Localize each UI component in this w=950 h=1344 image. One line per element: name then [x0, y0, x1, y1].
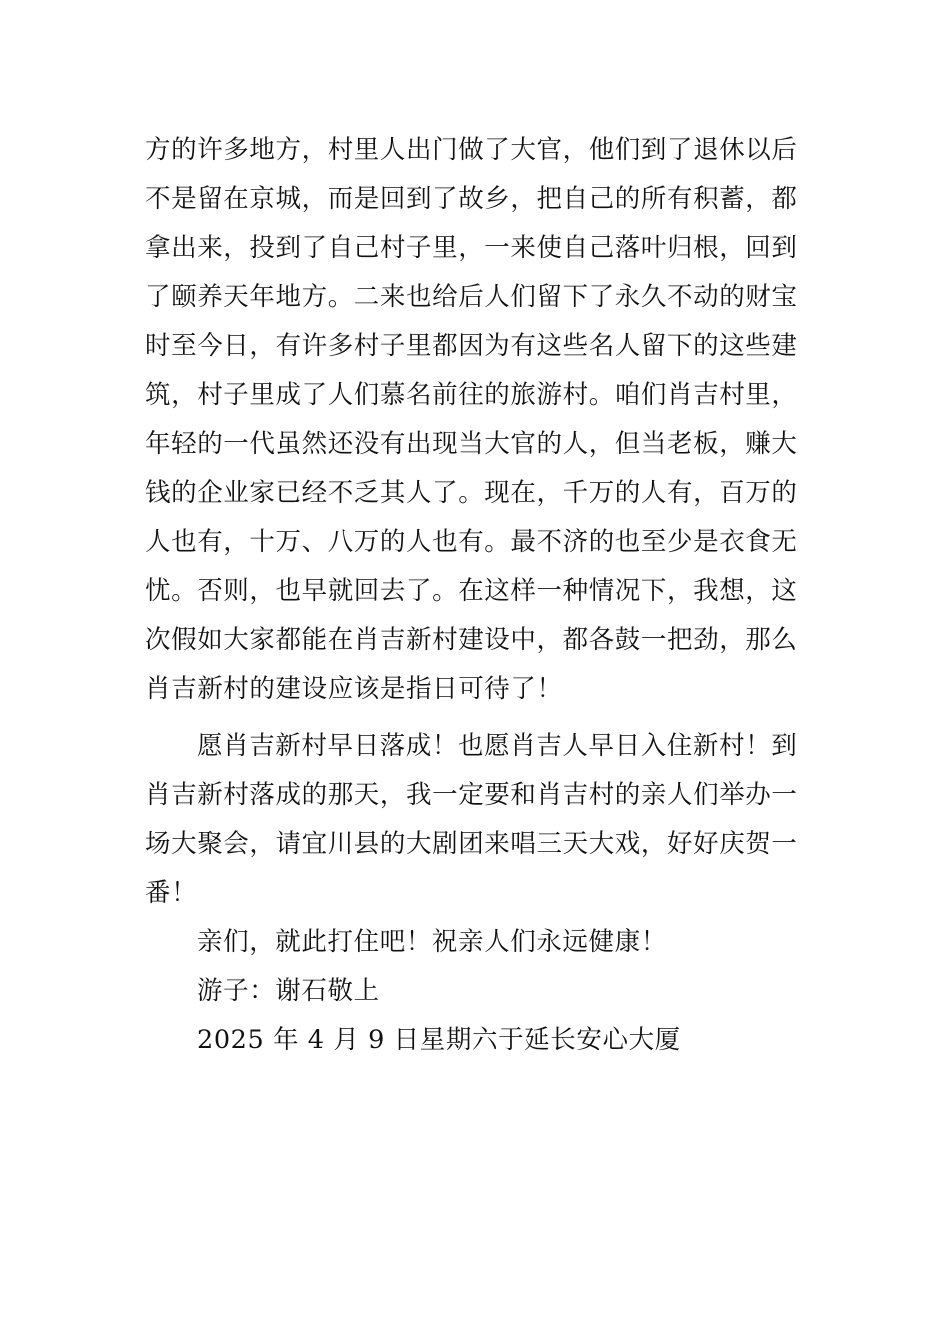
text-line: 钱的企业家已经不乏其人了。现在，千万的人有，百万的 — [145, 478, 798, 508]
text-line: 场大聚会，请宜川县的大剧团来唱三天大戏，好好庆贺一 — [145, 829, 798, 859]
text-line: 了颐养天年地方。二来也给后人们留下了永久不动的财宝 — [145, 282, 798, 312]
date-line: 2025 年 4 月 9 日星期六于延长安心大厦 — [197, 1025, 681, 1055]
text-line: 筑，村子里成了人们慕名前往的旅游村。咱们肖吉村里， — [145, 380, 798, 410]
text-line: 次假如大家都能在肖吉新村建设中，都各鼓一把劲，那么 — [145, 625, 798, 655]
closing-line: 亲们，就此打住吧！祝亲人们永远健康！ — [197, 927, 667, 957]
text-line: 肖吉新村落成的那天，我一定要和肖吉村的亲人们举办一 — [145, 780, 798, 810]
text-line: 拿出来，投到了自己村子里，一来使自己落叶归根，回到 — [145, 233, 798, 263]
text-line: 忧。否则，也早就回去了。在这样一种情况下，我想，这 — [145, 576, 798, 606]
text-line: 时至今日，有许多村子里都因为有这些名人留下的这些建 — [145, 331, 798, 361]
text-line: 肖吉新村的建设应该是指日可待了！ — [145, 674, 563, 704]
text-line: 人也有，十万、八万的人也有。最不济的也至少是衣食无 — [145, 527, 798, 557]
text-line: 番！ — [145, 878, 198, 908]
text-line: 愿肖吉新村早日落成！也愿肖吉人早日入住新村！到 — [197, 731, 798, 761]
text-line: 不是留在京城，而是回到了故乡，把自己的所有积蓄，都 — [145, 184, 798, 214]
text-line: 方的许多地方，村里人出门做了大官，他们到了退休以后 — [145, 135, 798, 165]
signature-line: 游子：谢石敬上 — [197, 976, 380, 1006]
text-line: 年轻的一代虽然还没有出现当大官的人，但当老板，赚大 — [145, 429, 798, 459]
